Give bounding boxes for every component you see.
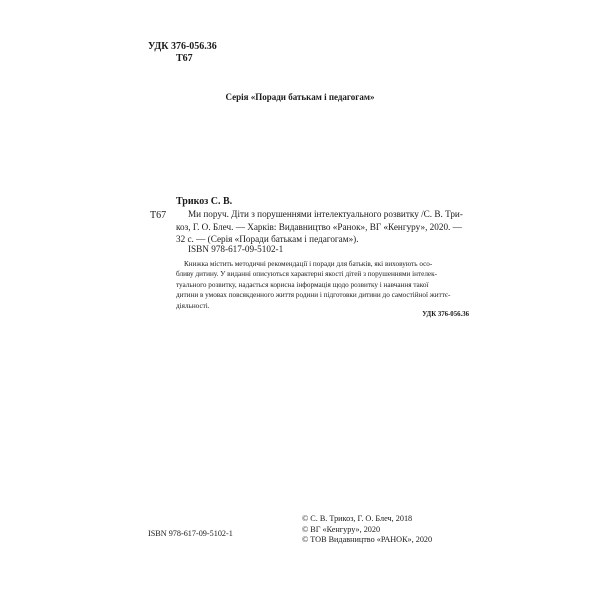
author-heading: Трикоз С. В.	[176, 196, 233, 207]
annotation-line: Книжка містить методичні рекомендації і поради для батьків, які виховують осо-	[184, 260, 433, 268]
copyright-line: © С. В. Трикоз, Г. О. Блеч, 2018	[302, 514, 413, 523]
copyright-line: © ВГ «Кенгуру», 2020	[302, 524, 381, 534]
annotation-line: діяльності.	[176, 301, 210, 310]
bibliographic-description	[176, 208, 462, 246]
copyright-block	[302, 514, 432, 546]
author-mark-code: Т67	[176, 53, 193, 64]
bib-line: Ми поруч. Діти з порушеннями інтелектуального розвитку /С. В. Три-	[188, 209, 463, 219]
udk-right: УДК 376-056.36	[422, 311, 469, 318]
annotation	[176, 259, 466, 311]
series-title: Серія «Поради батькам і педагогам»	[225, 92, 375, 102]
bib-line: коз, Г. О. Блеч. — Харків: Видавництво «Ранок», ВГ «Кенгуру», 2020. —	[176, 221, 462, 232]
copyright-line: © ТОВ Видавництво «РАНОК», 2020	[302, 535, 433, 545]
author-mark-side: Т67	[150, 210, 167, 221]
isbn: ISBN 978-617-09-5102-1	[188, 244, 284, 254]
annotation-line: бливу дитину. У виданні описуються характерні якості дітей з порушеннями інтелек-	[176, 270, 437, 279]
annotation-line: туального розвитку, надається корисна інформація щодо розвитку і навчання такої	[176, 280, 429, 289]
annotation-line: дитини в умовах повсякденного життя родини і підготовки дитини до самостійної життє-	[176, 291, 451, 300]
bib-line: 32 с. — (Серія «Поради батькам і педагогам»).	[176, 234, 359, 244]
udk-code: УДК 376-056.36	[148, 41, 217, 52]
footer-isbn: ISBN 978-617-09-5102-1	[148, 529, 233, 538]
